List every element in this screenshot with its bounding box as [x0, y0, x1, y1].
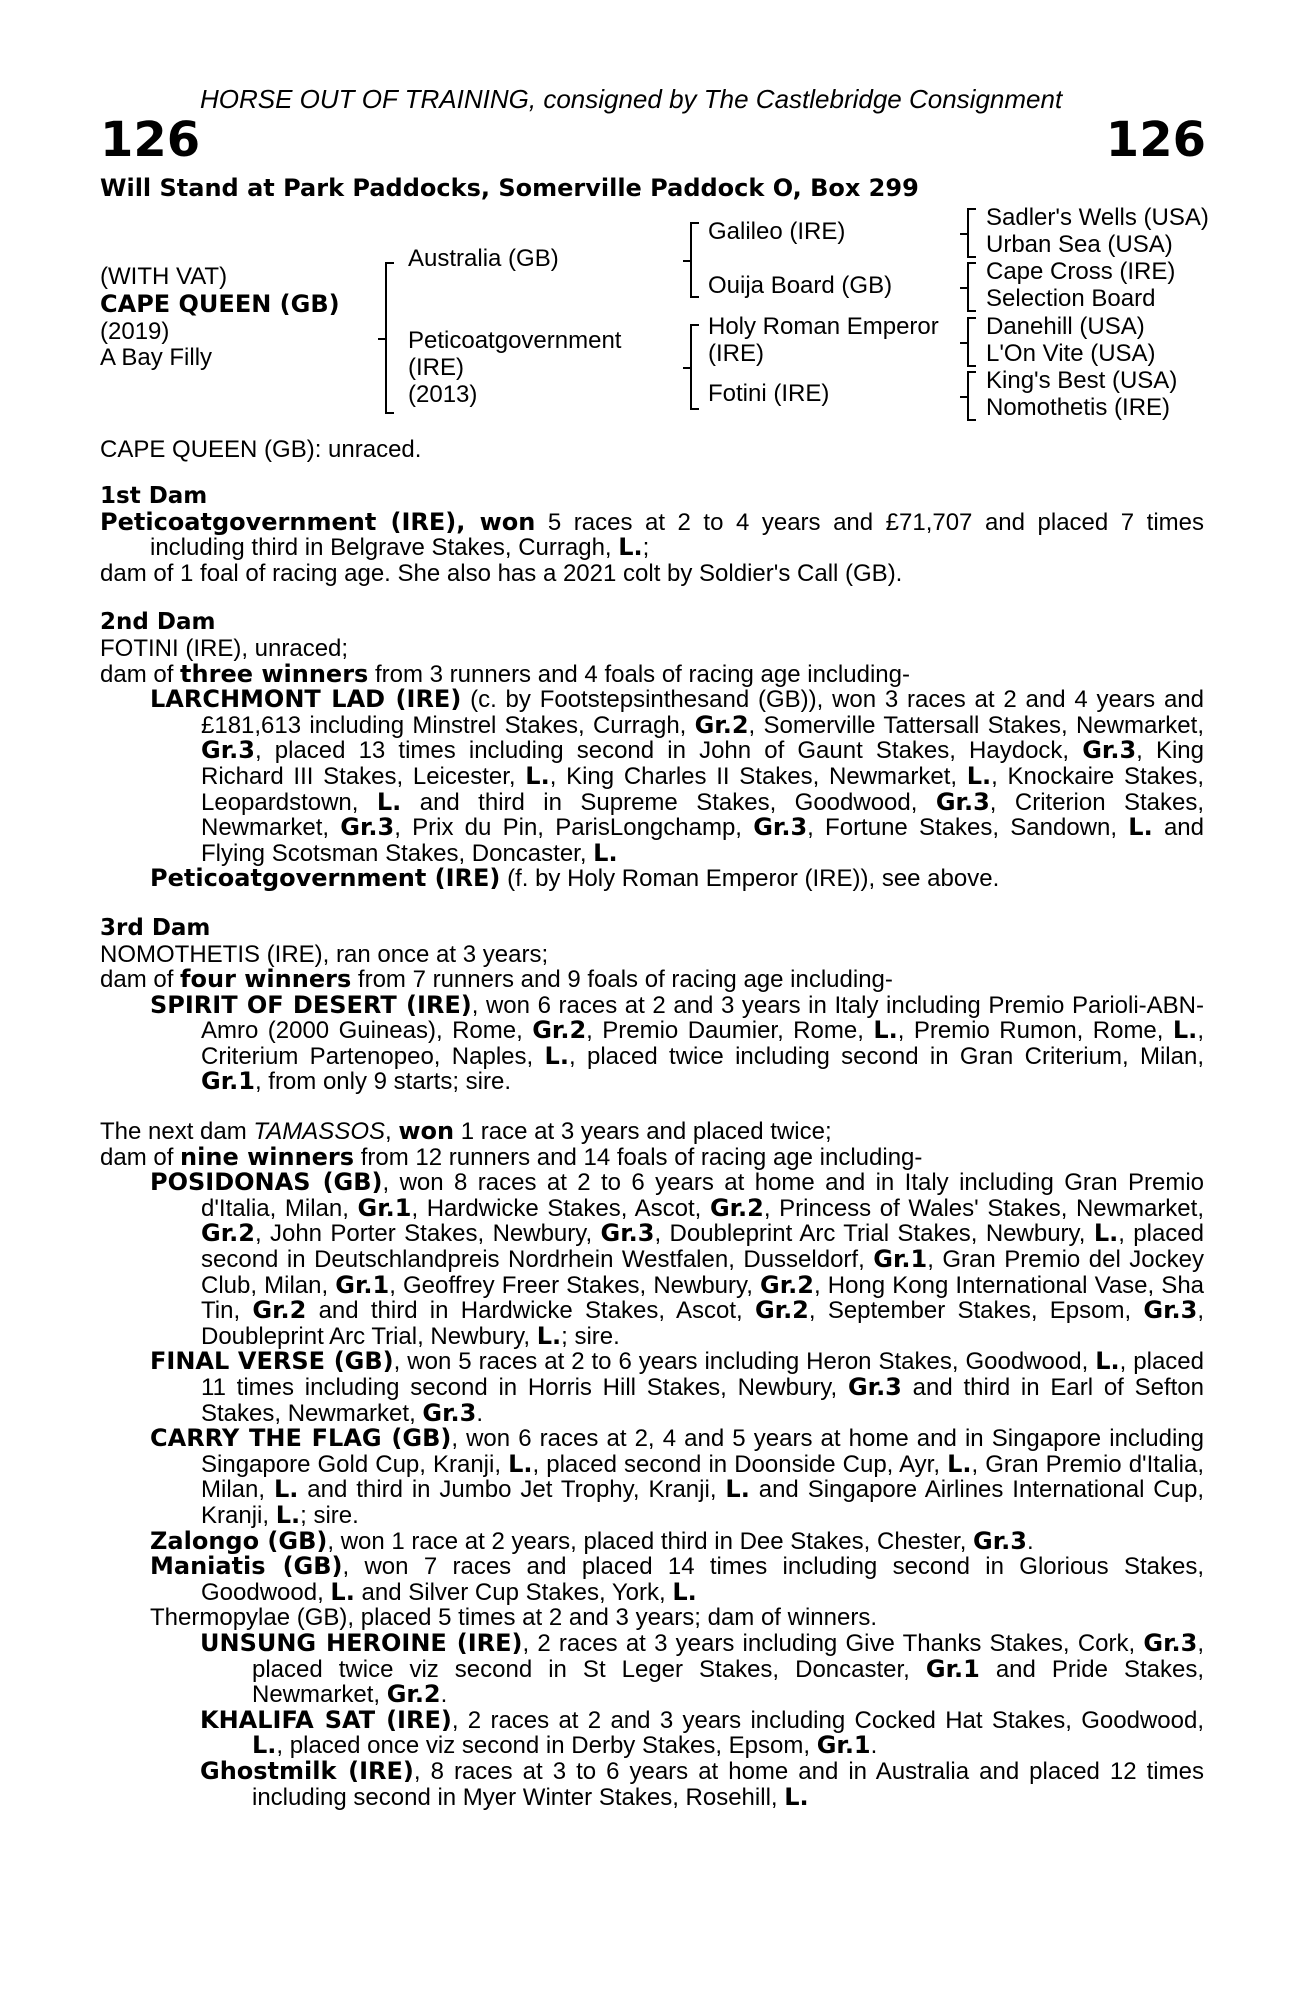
dam-dam-dam: Nomothetis (IRE)	[986, 394, 1171, 421]
brace-sire	[690, 222, 699, 298]
vat-label: (WITH VAT)	[100, 263, 228, 290]
brace-g3-1	[967, 208, 976, 258]
produce-maniatis: Maniatis (GB), won 7 races and placed 14 times including second in Glorious Stakes, Goodwood, L. and Silver Cup Stakes, York, L.	[150, 1552, 1204, 1606]
brace-dam	[690, 324, 699, 410]
consignor-header: HORSE OUT OF TRAINING, consigned by The Castlebridge Consignment	[200, 84, 1063, 114]
brace-gen1	[385, 262, 394, 414]
brace-g3-2	[967, 262, 976, 312]
produce-carry-the-flag: CARRY THE FLAG (GB), won 6 races at 2, 4 and 5 years at home and in Singapore including Singapore Gold Cup, Kranji, L., placed second in Doonside Cup, Ayr, L., Gran Premio d'Italia, Milan, L. and third in Jumbo Jet Trophy, Kranji, L. and Singapore Airlines International Cup, Kranji, L.; sire.	[150, 1424, 1205, 1529]
first-dam-produce: dam of 1 foal of racing age. She also has a 2021 colt by Soldier's Call (GB).	[100, 559, 903, 587]
second-dam-record: FOTINI (IRE), unraced;	[100, 634, 349, 662]
sire: Australia (GB)	[408, 245, 559, 272]
produce-peticoatgovernment: Peticoatgovernment (IRE) (f. by Holy Roman Emperor (IRE)), see above.	[150, 864, 1000, 893]
horse-name: CAPE QUEEN (GB)	[100, 290, 340, 318]
produce-final-verse: FINAL VERSE (GB), won 5 races at 2 to 6 years including Heron Stakes, Goodwood, L., placed 11 times including second in Horris Hill Stakes, Newbury, Gr.3 and third in Earl of Sefton Stakes, Newmarket, Gr.3.	[150, 1347, 1205, 1427]
dam-sire-line2: (IRE)	[708, 340, 764, 367]
grandproduce-ghostmilk: Ghostmilk (IRE), 8 races at 3 to 6 years at home and in Australia and placed 12 times including second in Myer Winter Stakes, Rosehill, L.	[200, 1756, 1204, 1811]
dam-line3: (2013)	[408, 381, 478, 408]
lot-number-left: 126	[100, 112, 201, 168]
next-dam-produce: dam of nine winners from 12 runners and 14 foals of racing age including-	[100, 1142, 923, 1171]
horse-description: A Bay Filly	[100, 344, 213, 371]
dam-sire-line1: Holy Roman Emperor	[708, 313, 939, 340]
sire-sire: Galileo (IRE)	[708, 218, 846, 245]
dam-sire-dam: L'On Vite (USA)	[986, 340, 1156, 367]
first-dam-name: Peticoatgovernment (IRE), won	[100, 507, 536, 536]
sire-dam-dam: Selection Board	[986, 285, 1156, 312]
sire-dam-sire: Cape Cross (IRE)	[986, 258, 1176, 285]
dam-dam-sire: King's Best (USA)	[986, 367, 1178, 394]
produce-spirit-of-desert: SPIRIT OF DESERT (IRE), won 6 races at 2 and 3 years in Italy including Premio Parioli-ABN-Amro (2000 Guineas), Rome, Gr.2, Premio Daumier, Rome, L., Premio Rumon, Rome, L., Criterium Partenopeo, Naples, L., placed twice including second in Gran Criterium, Milan, Gr.1, from only 9 starts; sire.	[150, 990, 1204, 1096]
race-record: CAPE QUEEN (GB): unraced.	[100, 436, 422, 463]
third-dam-title: 3rd Dam	[100, 914, 211, 941]
lot-number-right: 126	[1105, 112, 1206, 168]
first-dam-record: Peticoatgovernment (IRE), won 5 races at 2 to 4 years and £71,707 and placed 7 times including third in Belgrave Stakes, Curragh, L.;	[100, 507, 1204, 562]
dam-sections	[100, 484, 1204, 1810]
grandproduce-khalifa-sat: KHALIFA SAT (IRE), 2 races at 2 and 3 years including Cocked Hat Stakes, Goodwood, L., placed once viz second in Derby Stakes, Epsom, Gr.1.	[200, 1705, 1204, 1760]
foaling-year: (2019)	[100, 318, 170, 345]
sire-sire-sire: Sadler's Wells (USA)	[986, 204, 1209, 231]
brace-g3-4	[967, 371, 976, 421]
sire-dam: Ouija Board (GB)	[708, 272, 893, 299]
third-dam-produce: dam of four winners from 7 runners and 9 foals of racing age including-	[100, 965, 893, 994]
grandproduce-unsung-heroine: UNSUNG HEROINE (IRE), 2 races at 3 years including Give Thanks Stakes, Cork, Gr.3, placed twice viz second in St Leger Stakes, Doncaster, Gr.1 and Pride Stakes, Newmarket, Gr.2.	[200, 1628, 1205, 1709]
produce-zalongo: Zalongo (GB), won 1 race at 2 years, placed third in Dee Stakes, Chester, Gr.3.	[150, 1526, 1034, 1555]
first-dam-title: 1st Dam	[100, 483, 208, 509]
third-dam-record: NOMOTHETIS (IRE), ran once at 3 years;	[100, 940, 549, 968]
produce-larchmont-lad: LARCHMONT LAD (IRE) (c. by Footstepsinthesand (GB)), won 3 races at 2 and 4 years and £181,613 including Minstrel Stakes, Curragh, Gr.2, Somerville Tattersall Stakes, Newmarket, Gr.3, placed 13 times including second in John of Gaunt Stakes, Haydock, Gr.3, King Richard III Stakes, Leicester, L., King Charles II Stakes, Newmarket, L., Knockaire Stakes, Leopardstown, L. and third in Supreme Stakes, Goodwood, Gr.3, Criterion Stakes, Newmarket, Gr.3, Prix du Pin, ParisLongchamp, Gr.3, Fortune Stakes, Sandown, L. and Flying Scotsman Stakes, Doncaster, L.	[150, 685, 1205, 867]
sire-sire-dam: Urban Sea (USA)	[986, 231, 1173, 258]
next-dam-record: The next dam TAMASSOS, won 1 race at 3 years and placed twice;	[100, 1117, 832, 1146]
dam-sire-sire: Danehill (USA)	[986, 313, 1145, 340]
dam-line2: (IRE)	[408, 354, 464, 381]
dam-dam: Fotini (IRE)	[708, 380, 830, 407]
produce-posidonas: POSIDONAS (GB), won 8 races at 2 to 6 years at home and in Italy including Gran Premio d'Italia, Milan, Gr.1, Hardwicke Stakes, Ascot, Gr.2, Princess of Wales' Stakes, Newmarket, Gr.2, John Porter Stakes, Newbury, Gr.3, Doubleprint Arc Trial Stakes, Newbury, L., placed second in Deutschlandpreis Nordrhein Westfalen, Dusseldorf, Gr.1, Gran Premio del Jockey Club, Milan, Gr.1, Geoffrey Freer Stakes, Newbury, Gr.2, Hong Kong International Vase, Sha Tin, Gr.2 and third in Hardwicke Stakes, Ascot, Gr.2, September Stakes, Epsom, Gr.3, Doubleprint Arc Trial, Newbury, L.; sire.	[150, 1168, 1205, 1350]
stand-location: Will Stand at Park Paddocks, Somerville Paddock O, Box 299	[100, 174, 919, 202]
dam-line1: Peticoatgovernment	[408, 327, 622, 354]
produce-thermopylae: Thermopylae (GB), placed 5 times at 2 and 3 years; dam of winners.	[150, 1604, 877, 1632]
second-dam-title: 2nd Dam	[100, 609, 216, 636]
brace-g3-3	[967, 317, 976, 367]
second-dam-produce: dam of three winners from 3 runners and 4 foals of racing age including-	[100, 659, 910, 688]
